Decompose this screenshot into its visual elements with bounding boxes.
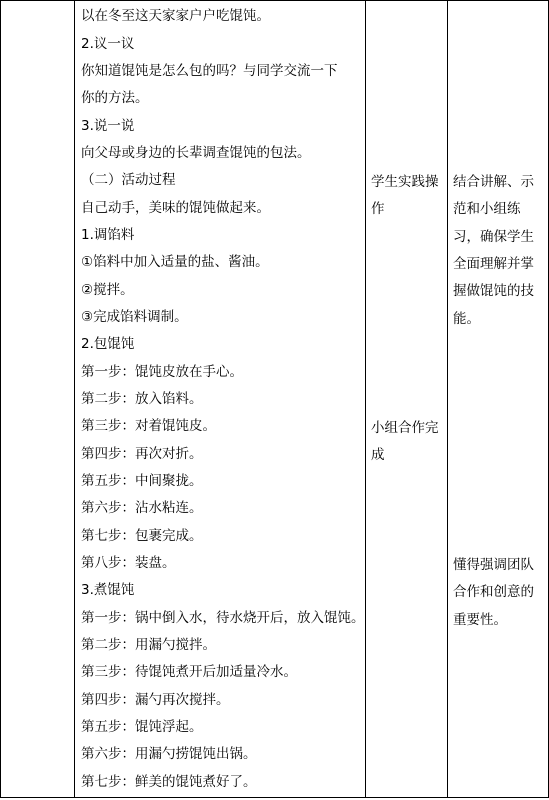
section-heading: 2.包馄饨 bbox=[81, 336, 135, 352]
step-line: 第五步：中间聚拢。 bbox=[81, 473, 203, 489]
design-intent-text: 握做馄饨的技 bbox=[453, 283, 534, 299]
student-activity-text: 作 bbox=[371, 201, 385, 217]
column-divider bbox=[365, 1, 366, 797]
content-line: 向父母或身边的长辈调查馄饨的包法。 bbox=[81, 145, 311, 161]
design-intent-text: 合作和创意的 bbox=[453, 584, 534, 600]
content-line: ③完成馅料调制。 bbox=[81, 309, 188, 325]
step-line: 第三步：待馄饨煮开后加适量冷水。 bbox=[81, 664, 297, 680]
step-line: 第三步：对着馄饨皮。 bbox=[81, 418, 216, 434]
step-line: 第二步：用漏勺搅拌。 bbox=[81, 637, 216, 653]
section-heading: 1.调馅料 bbox=[81, 227, 135, 243]
design-intent-text: 重要性。 bbox=[453, 612, 507, 628]
design-intent-text: 全面理解并掌 bbox=[453, 256, 534, 272]
step-line: 第七步：包裹完成。 bbox=[81, 528, 203, 544]
column-divider bbox=[447, 1, 448, 797]
section-heading: （二）活动过程 bbox=[81, 172, 176, 188]
step-line: 第二步：放入馅料。 bbox=[81, 391, 203, 407]
step-line: 第六步：沾水粘连。 bbox=[81, 500, 203, 516]
step-line: 第一步：馄饨皮放在手心。 bbox=[81, 364, 243, 380]
student-activity-text: 学生实践操 bbox=[371, 174, 439, 190]
content-line: 你知道馄饨是怎么包的吗？与同学交流一下 bbox=[81, 63, 338, 79]
content-line: ②搅拌。 bbox=[81, 282, 134, 298]
step-line: 第五步：馄饨浮起。 bbox=[81, 719, 203, 735]
content-line: 以在冬至这天家家户户吃馄饨。 bbox=[81, 8, 270, 24]
column-divider bbox=[74, 1, 75, 797]
content-line: 自己动手，美味的馄饨做起来。 bbox=[81, 200, 270, 216]
section-heading: 3.说一说 bbox=[81, 118, 135, 134]
content-line: ①馅料中加入适量的盐、酱油。 bbox=[81, 254, 269, 270]
section-heading: 3.煮馄饨 bbox=[81, 582, 135, 598]
design-intent-text: 结合讲解、示 bbox=[453, 174, 534, 190]
design-intent-text: 懂得强调团队 bbox=[453, 557, 534, 573]
section-heading: 2.议一议 bbox=[81, 36, 135, 52]
step-line: 第四步：再次对折。 bbox=[81, 446, 203, 462]
step-line: 第一步：锅中倒入水，待水烧开后，放入馄饨。 bbox=[81, 610, 365, 626]
design-intent-text: 能。 bbox=[453, 311, 480, 327]
step-line: 第四步：漏勺再次搅拌。 bbox=[81, 692, 230, 708]
step-line: 第六步：用漏勺捞馄饨出锅。 bbox=[81, 746, 257, 762]
design-intent-text: 习，确保学生 bbox=[453, 229, 534, 245]
student-activity-text: 成 bbox=[371, 447, 385, 463]
design-intent-text: 范和小组练 bbox=[453, 201, 521, 217]
step-line: 第八步：装盘。 bbox=[81, 555, 176, 571]
step-line: 第七步：鲜美的馄饨煮好了。 bbox=[81, 774, 257, 790]
student-activity-text: 小组合作完 bbox=[371, 420, 439, 436]
content-line: 你的方法。 bbox=[81, 90, 149, 106]
